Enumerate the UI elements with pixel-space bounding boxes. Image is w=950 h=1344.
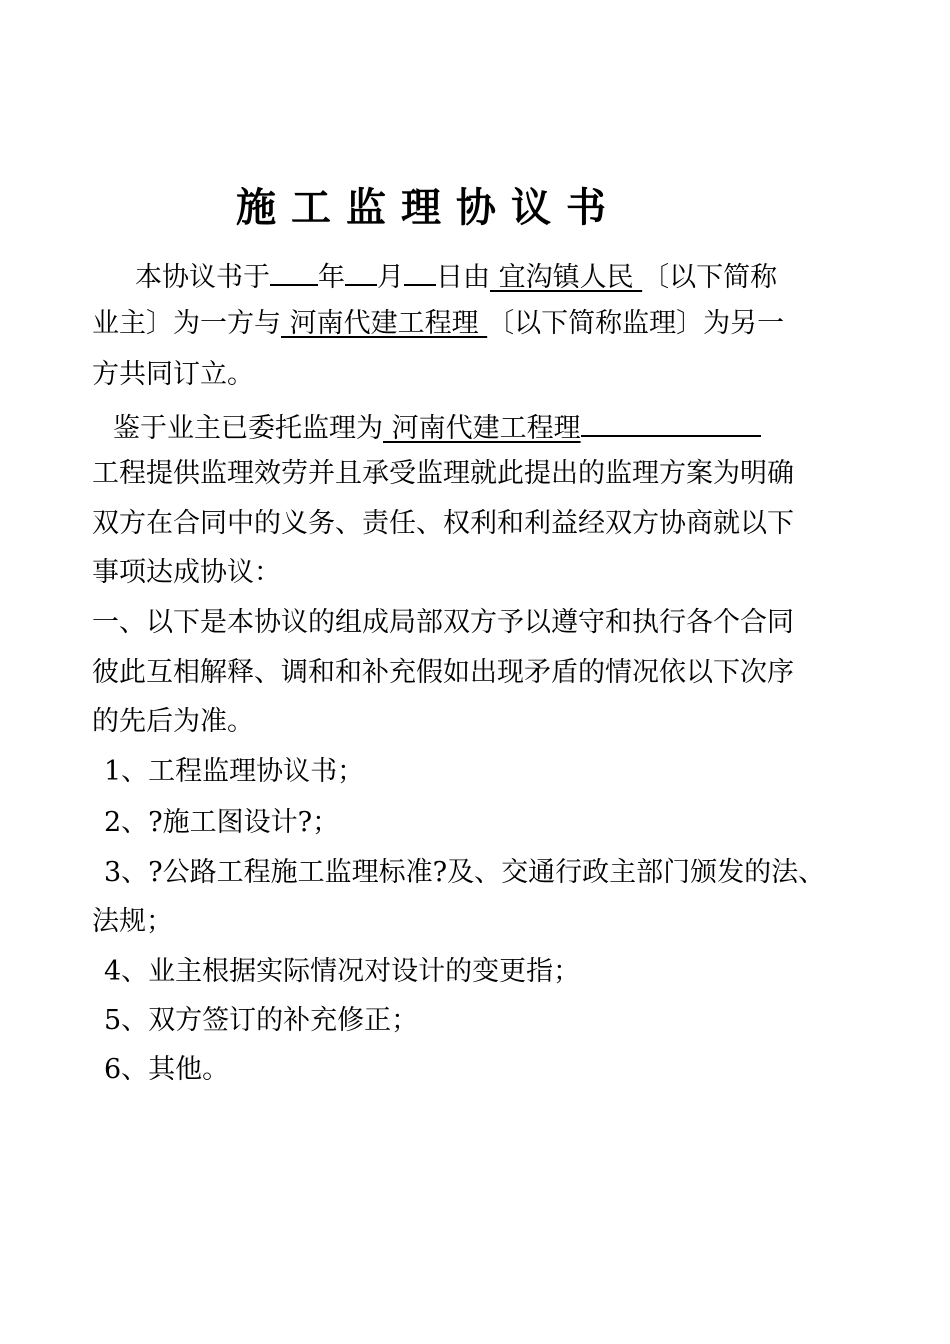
year-blank <box>270 256 318 286</box>
p2-line-1 <box>113 407 761 447</box>
list-item: 4、业主根据实际情况对设计的变更指； <box>104 956 581 987</box>
p1-line-3: 方共同订立。 <box>92 359 254 390</box>
p1-line-2-head: 业主〕为一方与 <box>92 308 281 339</box>
p3-line-2: 彼此互相解释、调和和补充假如出现矛盾的情况依以下次序 <box>92 657 794 688</box>
p2-trailing-blank <box>581 407 761 437</box>
p2-line-2: 工程提供监理效劳并且承受监理就此提出的监理方案为明确 <box>92 458 794 489</box>
list-item-continuation: 法规； <box>92 906 173 937</box>
document-title: 施工监理协议书 <box>236 185 621 231</box>
p2-line-1-head: 鉴于业主已委托监理为 <box>113 413 383 444</box>
month-blank <box>345 256 377 286</box>
list-item: 1、工程监理协议书； <box>104 756 365 787</box>
year-label: 年 <box>318 262 345 293</box>
day-blank <box>404 256 436 286</box>
p2-supervisor-name: 河南代建工程理 <box>383 413 581 444</box>
p2-line-4: 事项达成协议： <box>92 557 281 588</box>
p2-line-3: 双方在合同中的义务、责任、权利和利益经双方协商就以下 <box>92 508 794 539</box>
list-item: 3、?公路工程施工监理标准?及、交通行政主部门颁发的法、 <box>104 857 826 888</box>
list-item: 2、?施工图设计?； <box>104 807 340 838</box>
p1-line-1-tail: 〔以下简称 <box>642 262 778 293</box>
p1-line-1 <box>135 256 777 296</box>
p3-line-1: 一、以下是本协议的组成局部双方予以遵守和执行各个合同 <box>92 607 794 638</box>
list-item: 5、双方签订的补充修正； <box>104 1005 419 1036</box>
p1-line-2 <box>92 306 784 342</box>
p3-line-3: 的先后为准。 <box>92 706 254 737</box>
supervisor-name: 河南代建工程理 <box>281 308 488 339</box>
month-label: 月 <box>377 262 404 293</box>
list-item: 6、其他。 <box>104 1054 230 1085</box>
owner-name: 宜沟镇人民 <box>490 262 643 293</box>
p1-intro-text: 本协议书于 <box>135 262 270 293</box>
p1-line-2-tail: 〔以下简称监理〕为另一 <box>487 308 785 339</box>
day-from-label: 日由 <box>436 262 490 293</box>
